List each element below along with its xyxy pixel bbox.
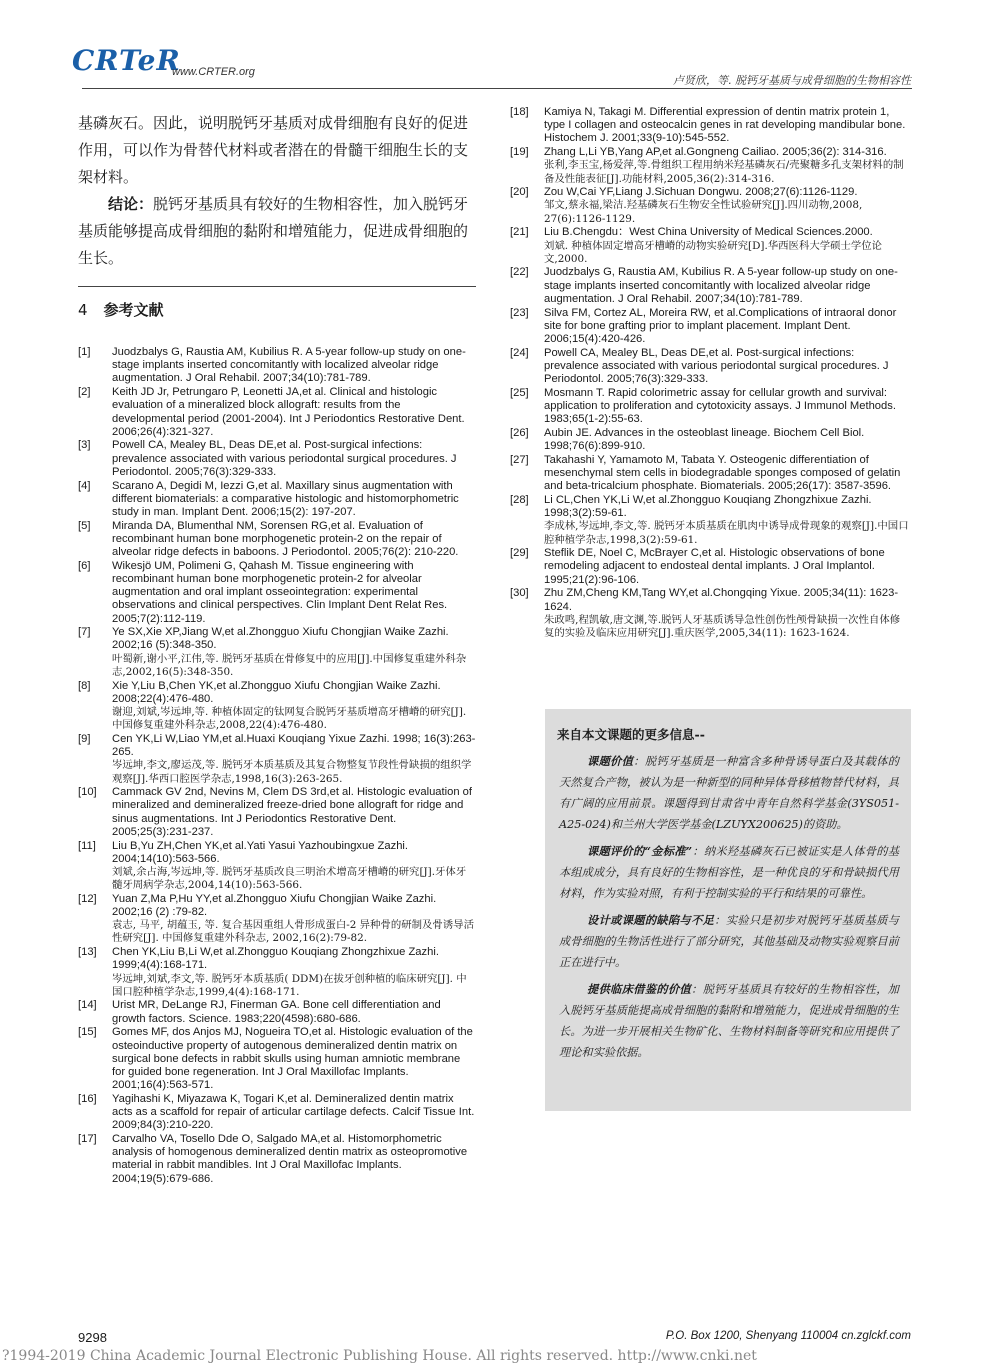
reference-citation: Chen YK,Liu B,Li W,et al.Zhongguo Kouqiang Zhongzhixue Zazhi. 1999;4(4):168-171. [112,946,439,972]
reference-number: [21] [510,226,529,239]
info-box-body [559,751,899,1069]
reference-item [78,946,476,999]
header-rule [82,88,912,89]
reference-text [112,999,476,1025]
reference-citation: Takahashi Y, Yamamoto M, Tabata Y. Osteogenic differentiation of mesenchymal stem cells in biodegradable sponges composed of gelatin and beta-tricalcium phosphate. Biomaterials. 2005;26(17): 3587-3596. [544,453,901,493]
reference-number: [23] [510,306,529,319]
reference-item [510,547,910,587]
reference-citation-chinese: 刘斌,余占海,岑远坤,等. 脱钙牙基质改良三明治术增高牙槽嵴的研究[J].牙体牙髓牙周病学杂志,2004,14(10):563-566. [112,865,467,892]
reference-item [78,626,476,679]
info-text-clinical: ：脱钙牙基质具有较好的生物相容性，加入脱钙牙基质能提高成骨细胞的黏附和增殖能力，促进成骨细胞的生长。为进一步开展相关生物矿化、生物材料制备等研究和应用提供了理论和实验依据。 [559,983,899,1059]
reference-number: [26] [510,426,529,439]
reference-item [78,480,476,520]
reference-item [78,786,476,839]
reference-text [544,226,910,266]
reference-text [112,786,476,839]
reference-citation: Juodzbalys G, Raustia AM, Kubilius R. A 5-year follow-up study on one-stage implants inserted concomitantly with localized alveolar ridge augmentation. J Oral Rehabil. 2007;34(10):781-789. [544,266,898,305]
reference-number: [30] [510,587,529,600]
reference-number: [29] [510,547,529,560]
reference-number: [19] [510,146,529,159]
reference-number: [20] [510,186,529,199]
reference-citation-chinese: 岑远坤,刘斌,李文,等. 脱钙牙本质基质( DDM)在拔牙创种植的临床研究[J]. 中国口腔种植学杂志,1999,4(4):168-171. [112,972,467,998]
reference-item [78,840,476,893]
journal-logo [72,44,292,84]
reference-citation-chinese: 袁志, 马平, 胡蕴玉, 等. 复合基因重组人骨形成蛋白-2 异种骨的研制及骨诱导活性研究[J]. 中国修复重建外科杂志, 2002,16(2):79-82. [112,919,474,945]
reference-citation: Zhang L,Li YB,Yang AP,et al.Gongneng Cailiao. 2005;36(2): 314-316. [544,146,887,159]
reference-citation: Gomes MF, dos Anjos MJ, Nogueira TO,et al. Histologic evaluation of the osteoinductive property of autogenous demineralized dentin matrix on surgical bone defects in rabbit skulls using human amniotic membrane for guided bone regeneration. Int J Oral Maxillofac Implants. 2001;16(4):563-571. [112,1026,473,1092]
reference-number: [15] [78,1026,97,1039]
reference-citation: Yuan Z,Ma P,Hu YY,et al.Zhongguo Xiufu Chongjian Waike Zazhi. 2002;16 (2) :79-82. [112,892,437,919]
reference-item [78,1026,476,1092]
reference-text [544,427,910,453]
reference-number: [17] [78,1132,97,1145]
reference-number: [28] [510,493,529,506]
reference-text [544,454,910,494]
info-lead-limitations: 设计或课题的缺陷与不足 [587,913,715,927]
logo-url: www.CRTER.org [172,66,255,78]
reference-item [510,454,910,494]
reference-text [112,480,476,520]
reference-number: [2] [78,386,91,399]
reference-citation: Aubin JE. Advances in the osteoblast lineage. Biochem Cell Biol. 1998;76(6):899-910. [544,426,865,453]
info-lead-value: 课题价值 [587,754,634,768]
reference-text [112,1026,476,1092]
reference-number: [1] [78,346,91,358]
reference-citation: Xie Y,Liu B,Chen YK,et al.Zhongguo Xiufu Chongjian Waike Zazhi. 2008;22(4):476-480. [112,679,441,705]
section-rule [78,286,476,287]
reference-text [544,186,910,226]
info-lead-standard: 课题评价的“金标准” [587,844,693,858]
reference-citation: Yagihashi K, Miyazawa K, Togari K,et al. Demineralized dentin matrix acts as a scaffold for repair of articular cartilage defects. Calcif Tissue Int. 2009;84(3):210-220. [112,1092,475,1132]
reference-text [112,560,476,626]
reference-text [112,946,476,999]
reference-citation: Liu B,Yu ZH,Chen YK,et al.Yati Yasui Yazhoubingxue Zazhi. 2004;14(10):563-566. [112,839,409,865]
reference-text [112,1093,476,1133]
reference-item [510,587,910,640]
reference-item [510,266,910,306]
reference-text [544,387,910,427]
reference-text [544,307,910,347]
reference-citation: Keith JD Jr, Petrungaro P, Leonetti JA,et al. Clinical and histologic evaluation of a mineralized block allograft: results from the developmental period (2001-2004). Int J Periodontics Restorative Dent. 2006;26(4):321-327. [112,386,465,438]
reference-number: [25] [510,386,529,399]
reference-number: [11] [78,839,96,852]
reference-text [112,626,476,679]
reference-item [78,1133,476,1186]
info-box-title: 来自本文课题的更多信息-- [557,727,705,742]
reference-citation-chinese: 谢迎,刘斌,岑远坤,等. 种植体固定的钛网复合脱钙牙基质增高牙槽嵴的研究[J].中国修复重建外科杂志,2008,22(4):476-480. [112,705,467,732]
section-title: 参考文献 [103,301,164,319]
reference-citation: Wikesjö UM, Polimeni G, Qahash M. Tissue engineering with recombinant human bone morphogenetic protein-2 for alveolar augmentation and oral implant osseointegration: experimental observations and clinical perspectives. Clin Implant Dent Relat Res. 2005;7(2):112-119. [112,559,448,625]
reference-text [112,840,476,893]
reference-item [510,427,910,453]
reference-item [78,439,476,479]
reference-item [78,560,476,626]
conclusion-paragraph [78,191,476,272]
reference-item [510,387,910,427]
reference-item [510,307,910,347]
conclusion-label: 结论： [108,195,154,213]
reference-text [112,733,476,786]
section-heading [78,299,476,320]
reference-citation: Carvalho VA, Tosello Dde O, Salgado MA,et al. Histomorphometric analysis of homogenous demineralized dentin matrix as osteopromotive material in rabbit mandibles. Int J Oral Maxillofac Implants. 2004;19(5):679-686. [112,1132,468,1185]
page-number: 9298 [78,1330,107,1345]
left-column [78,110,476,1186]
reference-citation-chinese: 叶蜀新,谢小平,江伟,等. 脱钙牙基质在骨修复中的应用[J].中国修复重建外科杂志,2002,16(5):348-350. [112,652,467,678]
reference-number: [22] [510,266,529,279]
reference-text [544,266,910,306]
reference-text [112,680,476,733]
reference-citation: Kamiya N, Takagi M. Differential expression of dentin matrix protein 1, type I collagen and osteocalcin genes in rat developing mandibular bone. Histochem J. 2001;33(9-10):545-552. [544,106,906,145]
reference-citation: Mosmann T. Rapid colorimetric assay for cellular growth and survival: application to proliferation and cytotoxicity assays. J Immunol Methods. 1983;65(1-2):55-63. [544,386,896,426]
reference-citation-chinese: 李成林,岑远坤,李文,等. 脱钙牙本质基质在肌肉中诱导成骨现象的观察[J].中国口腔种植学杂志,1998,3(2):59-61. [544,520,909,546]
reference-citation-chinese: 岑远坤,李文,廖运茂,等. 脱钙牙本质基质及其复合物整复节段性骨缺损的组织学观察[J].华西口腔医学杂志,1998,16(3):263-265. [112,759,472,785]
reference-citation: Juodzbalys G, Raustia AM, Kubilius R. A 5-year follow-up study on one-stage implants inserted concomitantly with localized alveolar ridge augmentation. J Oral Rehabil. 2007;34(10):781-789. [112,346,466,385]
reference-text [112,386,476,439]
reference-citation: Zhu ZM,Cheng KM,Tang WY,et al.Chongqing Yixue. 2005;34(11): 1623-1624. [544,587,899,613]
reference-item [78,520,476,560]
reference-item [78,1093,476,1133]
info-paragraph-value [559,751,899,835]
reference-number: [12] [78,892,97,905]
section-number: 4 [78,301,88,319]
reference-number: [18] [510,106,529,118]
reference-text [112,346,476,386]
reference-item [78,346,476,386]
reference-text [544,106,910,146]
reference-number: [5] [78,519,91,532]
info-text-limitations: ：实验只是初步对脱钙牙基质基质与成骨细胞的生物活性进行了部分研究，其他基础及动物实验观察目前正在进行中。 [559,914,899,969]
conclusion-text: 脱钙牙基质具有较好的生物相容性，加入脱钙牙基质能够提高成骨细胞的黏附和增殖能力，促进成骨细胞的生长。 [78,195,469,267]
reference-list-right [510,106,910,640]
reference-citation: Silva FM, Cortez AL, Moreira RW, et al.Complications of intraoral donor site for bone grafting prior to implant placement. Implant Dent. 2006;15(4):420-426. [544,306,897,345]
reference-item [510,146,910,186]
reference-item [78,680,476,733]
info-text-standard: ：纳米羟基磷灰石已被证实是人体骨的基本组成成分，具有良好的生物相容性，是一种优良的牙和骨缺损代用材料，作为实验对照，有利于控制实验的平行和结果的可靠性。 [559,845,899,900]
reference-number: [9] [78,732,91,745]
reference-item [78,733,476,786]
reference-citation-chinese: 刘斌. 种植体固定增高牙槽嵴的动物实验研究[D].华西医科大学硕士学位论文,2000. [544,239,883,265]
reference-item [510,186,910,226]
reference-text [544,146,910,186]
info-paragraph-clinical [559,979,899,1063]
right-column [510,106,910,641]
reference-citation: Li CL,Chen YK,Li W,et al.Zhongguo Kouqiang Zhongzhixue Zazhi. 1998;3(2):59-61. [544,493,872,520]
reference-number: [4] [78,479,91,492]
reference-item [510,494,910,547]
reference-citation: Zou W,Cai YF,Liang J.Sichuan Dongwu. 2008;27(6):1126-1129. [544,186,858,199]
reference-number: [3] [78,439,91,452]
reference-citation: Urist MR, DeLange RJ, Finerman GA. Bone cell differentiation and growth factors. Science. 1983;220(4598):680-686. [112,999,441,1025]
reference-text [544,347,910,387]
reference-item [78,893,476,946]
reference-citation: Cen YK,Li W,Liao YM,et al.Huaxi Kouqiang Yixue Zazhi. 1998; 16(3):263-265. [112,732,476,759]
reference-number: [8] [78,679,91,692]
reference-list-left [78,346,476,1186]
reference-number: [16] [78,1092,97,1105]
body-paragraph: 基磷灰石。因此，说明脱钙牙基质对成骨细胞有良好的促进作用，可以作为骨替代材料或者潜在的骨髓干细胞生长的支架材料。 [78,114,469,186]
reference-text [112,1133,476,1186]
reference-number: [27] [510,453,529,466]
reference-citation: Miranda DA, Blumenthal NM, Sorensen RG,et al. Evaluation of recombinant human bone morphogenetic protein-2 on the repair of alveolar ridge defects in baboons. J Periodontol. 2005;76(2): 210-220. [112,519,459,559]
info-text-value: ：脱钙牙基质是一种富含多种骨诱导蛋白及其载体的天然复合产物，被认为是一种新型的同种异体骨移植物替代材料，具有广阔的应用前景。课题得到甘肃省中青年自然科学基金(3YS051-A25-024)和兰州大学医学基金(LZUYX200625)的资助。 [559,755,899,831]
reference-item [510,106,910,146]
reference-citation: Scarano A, Degidi M, Iezzi G,et al. Maxillary sinus augmentation with different biomaterials: a comparative histologic and histomorphometric study in man. Implant Dent. 2006;15(2): 197-207. [112,479,459,518]
reference-text [112,520,476,560]
info-paragraph-limitations [559,910,899,973]
reference-citation: Cammack GV 2nd, Nevins M, Clem DS 3rd,et al. Histologic evaluation of mineralized and demineralized freeze-dried bone allograft for ridge and sinus augmentations. Int J Periodontics Restorative Dent. 2005;25(3):231-237. [112,786,473,838]
reference-citation: Powell CA, Mealey BL, Deas DE,et al. Post-surgical infections: prevalence associated with various periodontal surgical procedures. J Periodontol. 2005;76(3):329-333. [544,346,889,386]
reference-number: [6] [78,559,91,572]
project-info-box [545,709,911,1111]
reference-citation: Steflik DE, Noel C, McBrayer C,et al. Histologic observations of bone remodeling adjacent to endosteal dental implants. J Oral Implantol. 1995;21(2):96-106. [544,547,885,586]
reference-number: [10] [78,786,97,799]
reference-item [510,226,910,266]
reference-item [78,999,476,1025]
reference-text [544,547,910,587]
footer-address: P.O. Box 1200, Shenyang 110004 cn.zglckf.com [665,1330,911,1342]
running-title: 卢贤欣，等. 脱钙牙基质与成骨细胞的生物相容性 [673,74,911,87]
reference-text [544,587,910,640]
reference-citation-chinese: 张利,李玉宝,杨爱萍,等.骨组织工程用纳米羟基磷灰石/壳聚糖多孔支架材料的制备及性能表征[J].功能材料,2005,36(2):314-316. [544,159,904,185]
reference-text [544,494,910,547]
info-lead-clinical: 提供临床借鉴的价值 [587,982,692,996]
reference-citation-chinese: 朱政鸣,程凯敏,唐文渊,等.脱钙人牙基质诱导急性创伤性颅骨缺损一次性自体修复的实验及临床应用研究[J].重庆医学,2005,34(11): 1623-1624. [544,613,901,639]
reference-item [78,386,476,439]
reference-citation: Powell CA, Mealey BL, Deas DE,et al. Post-surgical infections: prevalence associated with various periodontal surgical procedures. J Periodontol. 2005;76(3):329-333. [112,439,457,478]
copyright-line: ?1994-2019 China Academic Journal Electronic Publishing House. All rights reserved. http://www.cnki.net [2,1348,757,1364]
info-paragraph-standard [559,841,899,904]
reference-citation-chinese: 邹文,蔡永福,梁洁.羟基磷灰石生物安全性试验研究[J].四川动物,2008, 27(6):1126-1129. [544,199,863,225]
reference-number: [7] [78,626,91,639]
reference-number: [13] [78,946,97,959]
reference-citation: Ye SX,Xie XP,Jiang W,et al.Zhongguo Xiufu Chongjian Waike Zazhi. 2002;16 (5):348-350. [112,626,449,652]
reference-citation: Liu B.Chengdu：West China University of Medical Sciences.2000. [544,226,873,239]
reference-text [112,439,476,479]
reference-number: [24] [510,346,529,359]
reference-item [510,347,910,387]
reference-number: [14] [78,999,97,1012]
logo-wordmark: CRTeR [72,44,181,77]
reference-text [112,893,476,946]
